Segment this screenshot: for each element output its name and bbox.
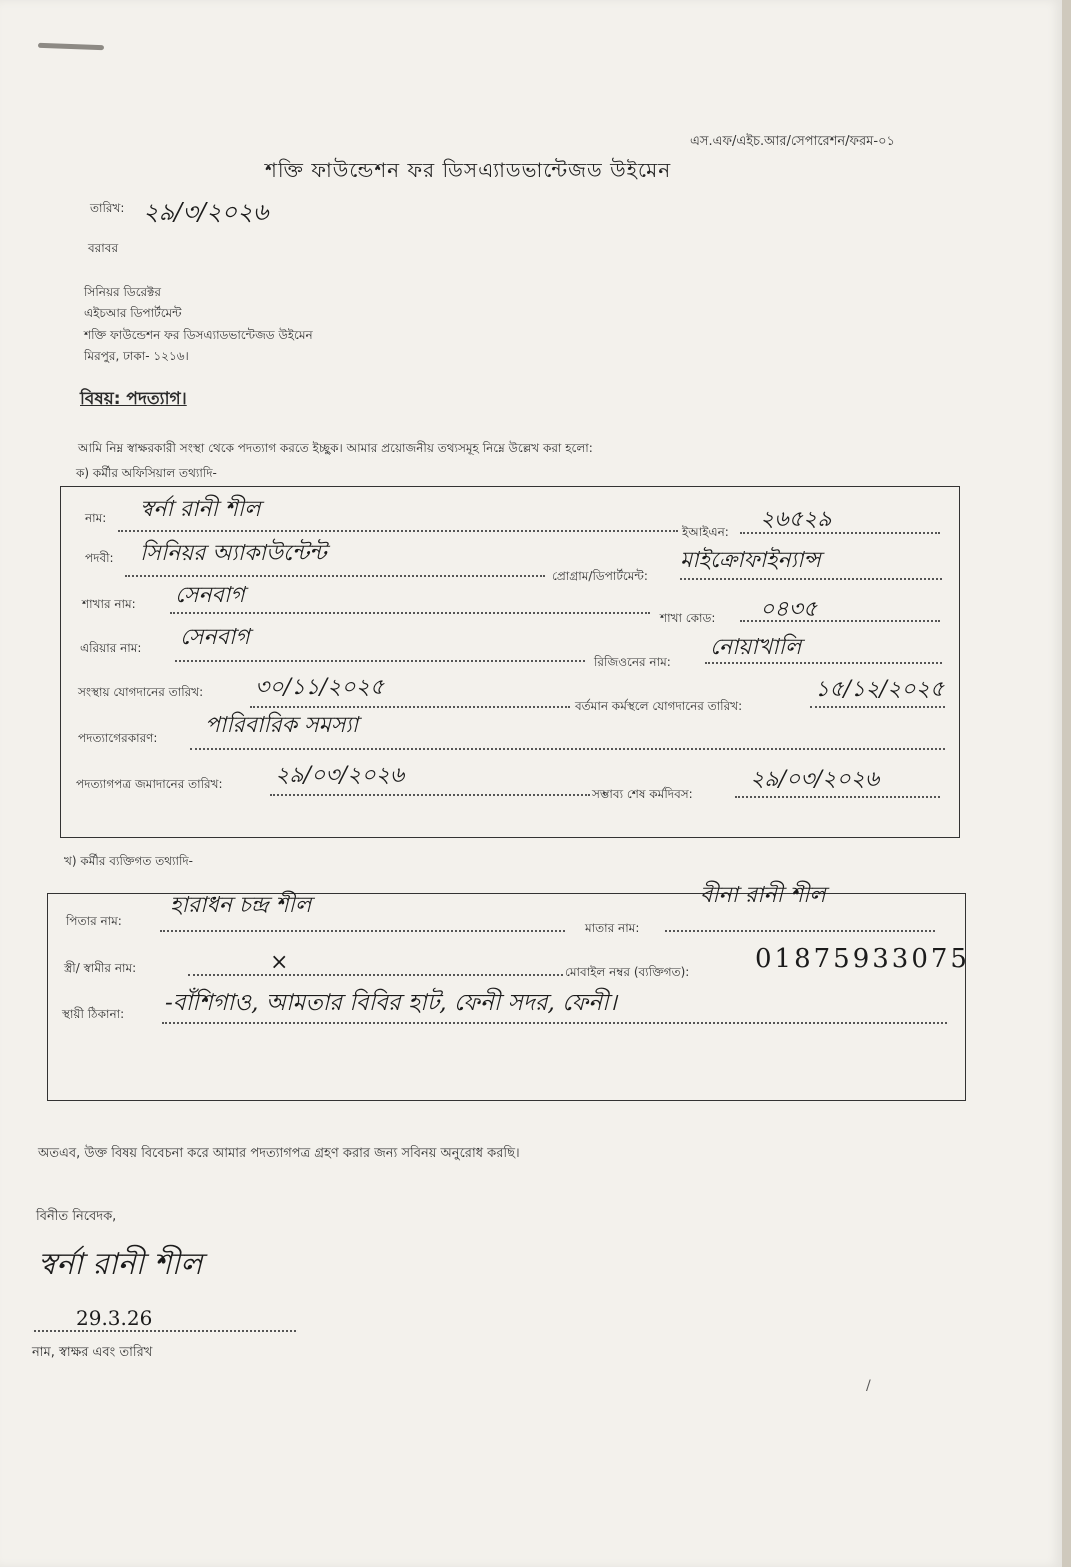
name-label: নাম: [85, 511, 107, 525]
form-code: এস.এফ/এইচ.আর/সেপারেশন/ফরম-০১ [690, 134, 895, 149]
address-line-3: শক্তি ফাউন্ডেশন ফর ডিসএ্যাডভান্টেজড উইমেন [84, 328, 313, 342]
signature-date: 29.3.26 [76, 1306, 153, 1330]
intro-text: আমি নিম্ন স্বাক্ষরকারী সংস্থা থেকে পদত্যাগ করতে ইচ্ছুক। আমার প্রয়োজনীয় তথ্যসমূহ নিম্নে উল্লেখ করা হলো: [78, 441, 593, 455]
branch-code-label: শাখা কোড: [660, 611, 716, 625]
mobile-value: 01875933075 [755, 944, 970, 974]
mobile-label: মোবাইল নম্বর (ব্যক্তিগত): [565, 965, 690, 979]
region-label: রিজিওনের নাম: [594, 655, 671, 669]
reason-label: পদত্যাগেরকারণ: [78, 731, 158, 745]
spouse-dotline [188, 974, 563, 976]
ein-label: ইআইএন: [682, 525, 729, 539]
mother-dotline [665, 930, 935, 932]
closing-text: অতএব, উক্ত বিষয় বিবেচনা করে আমার পদত্যাগপত্র গ্রহণ করার জন্য সবিনয় অনুরোধ করছি। [38, 1146, 520, 1161]
area-value: সেনবাগ [180, 625, 250, 650]
mother-value: বীনা রানী শীল [700, 883, 826, 908]
address-value: -বাঁশিগাও, আমতার বিবির হাট, ফেনী সদর, ফেনী। [165, 990, 617, 1016]
mother-label: মাতার নাম: [585, 921, 640, 935]
branch-value: সেনবাগ [175, 583, 245, 608]
paper-edge [1062, 0, 1071, 1567]
sign-label: নাম, স্বাক্ষর এবং তারিখ [32, 1345, 153, 1360]
join-org-label: সংস্থায় যোগদানের তারিখ: [78, 685, 204, 699]
designation-dotline [125, 575, 545, 577]
father-value: হারাধন চন্দ্র শীল [170, 893, 312, 918]
program-label: প্রোগ্রাম/ডিপার্টমেন্ট: [552, 569, 648, 583]
address-line-2: এইচআর ডিপার্টমেন্ট [84, 306, 182, 320]
subject-line: বিষয়: পদত্যাগ। [80, 389, 187, 409]
father-dotline [160, 930, 565, 932]
submit-label: পদত্যাগপত্র জমাদানের তারিখ: [76, 777, 223, 791]
org-title: শক্তি ফাউন্ডেশন ফর ডিসএ্যাডভান্টেজড উইমেন [265, 158, 672, 182]
designation-value: সিনিয়র অ্যাকাউন্টেন্ট [140, 541, 327, 566]
designation-label: পদবী: [85, 551, 114, 565]
address-line-4: মিরপুর, ঢাকা- ১২১৬। [84, 349, 189, 363]
to-label: বরাবর [88, 241, 119, 255]
signature-dotline [34, 1330, 296, 1332]
join-current-value: ১৫/১২/২০২৫ [815, 677, 945, 702]
join-org-value: ৩০/১১/২০২৫ [255, 675, 385, 700]
branch-label: শাখার নাম: [82, 597, 136, 611]
program-value: মাইক্রোফাইন্যান্স [680, 548, 821, 573]
ein-value: ২৬৫২৯ [760, 507, 832, 532]
father-label: পিতার নাম: [66, 914, 122, 928]
last-day-label: সম্ভাব্য শেষ কর্মদিবস: [592, 787, 693, 801]
name-dotline [118, 530, 678, 532]
last-day-value: ২৯/০৩/২০২৬ [750, 767, 880, 792]
branch-code-value: ০৪৩৫ [760, 597, 818, 622]
submit-value: ২৯/০৩/২০২৬ [275, 763, 405, 788]
region-value: নোয়াখালি [710, 635, 802, 660]
section-a-heading: ক) কর্মীর অফিসিয়াল তথ্যাদি- [76, 466, 217, 480]
date-label: তারিখ: [90, 201, 125, 215]
yours-text: বিনীত নিবেদক, [36, 1209, 117, 1224]
area-label: এরিয়ার নাম: [80, 641, 142, 655]
reason-dotline [190, 748, 945, 750]
reason-value: পারিবারিক সমস্যা [205, 713, 359, 738]
spouse-value: × [270, 950, 289, 975]
address-line-1: সিনিয়র ডিরেক্টর [84, 285, 161, 299]
pen-mark: / [866, 1378, 871, 1394]
section-b-heading: খ) কর্মীর ব্যক্তিগত তথ্যাদি- [64, 854, 194, 868]
date-value: ২৯/৩/২০২৬ [143, 198, 269, 226]
address-label: স্থায়ী ঠিকানা: [62, 1007, 125, 1021]
join-current-label: বর্তমান কর্মস্থলে যোগদানের তারিখ: [575, 699, 743, 713]
spouse-label: স্ত্রী/ স্বামীর নাম: [64, 961, 137, 975]
signature-name: স্বর্না রানী শীল [38, 1247, 203, 1282]
area-dotline [175, 660, 585, 662]
name-value: স্বর্না রানী শীল [140, 497, 261, 522]
